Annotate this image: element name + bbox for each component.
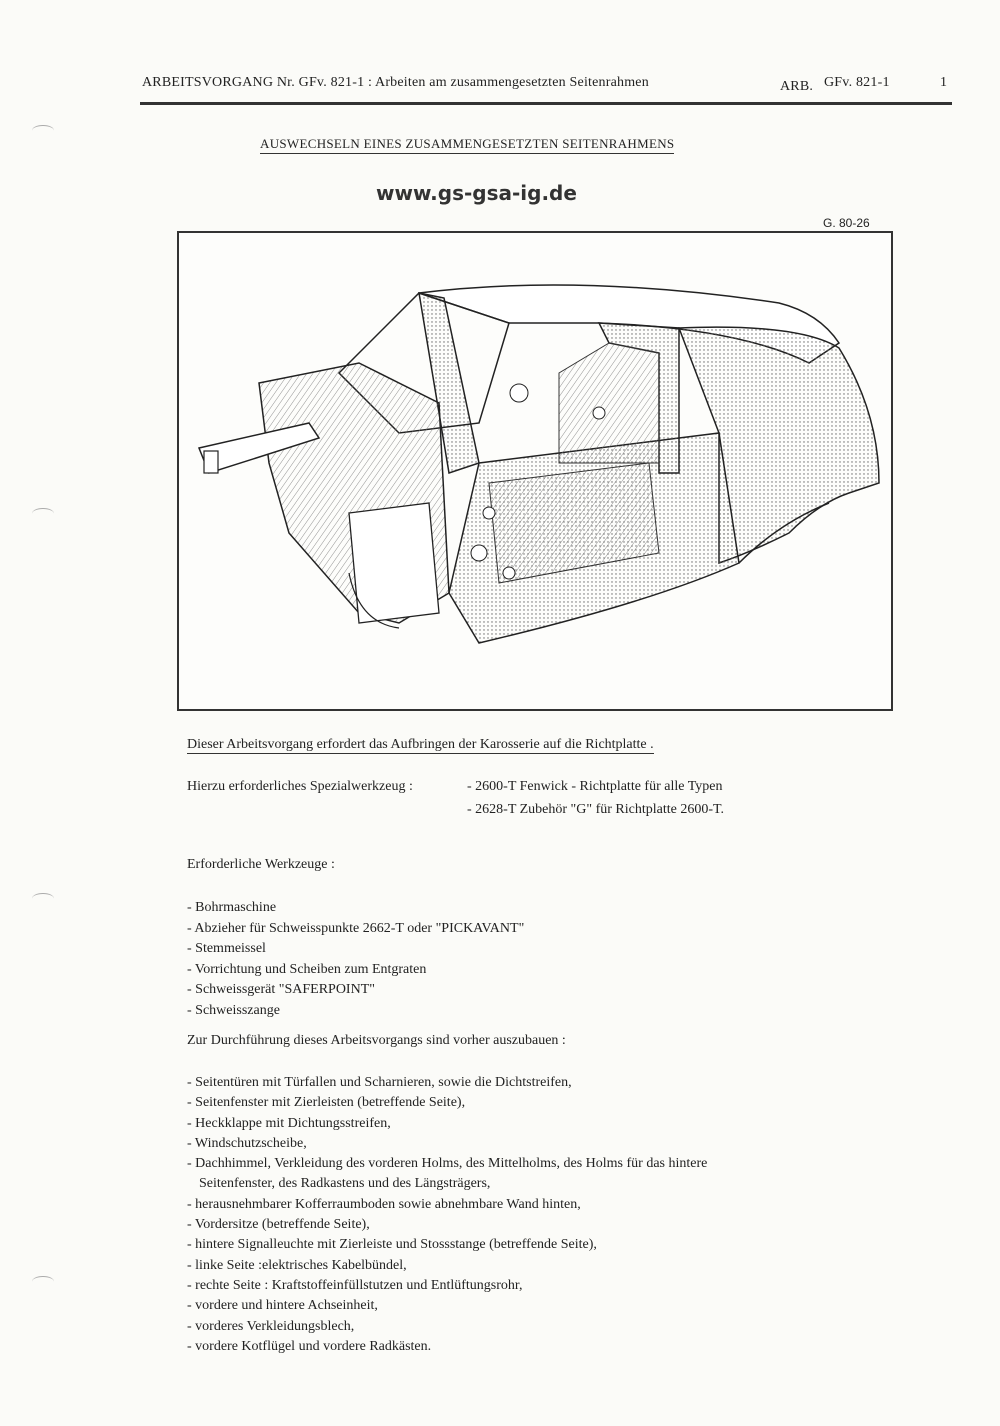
- car-body-drawing: [179, 233, 891, 709]
- list-item: - vordere Kotflügel und vordere Radkästen.: [187, 1338, 432, 1354]
- list-item: - herausnehmbarer Kofferraumboden sowie abnehmbare Wand hinten,: [187, 1196, 581, 1212]
- list-item: - Vordersitze (betreffende Seite),: [187, 1217, 370, 1233]
- requirement-note: Dieser Arbeitsvorgang erfordert das Aufbringen der Karosserie auf die Richtplatte .: [187, 737, 654, 752]
- list-item: - vordere und hintere Achseinheit,: [187, 1298, 378, 1314]
- list-item: - linke Seite :elektrisches Kabelbündel,: [187, 1257, 407, 1273]
- list-item-continuation: [187, 1174, 847, 1194]
- list-item: - Heckklappe mit Dichtungsstreifen,: [187, 1115, 391, 1131]
- watermark-url: www.gs-gsa-ig.de: [376, 181, 577, 205]
- page-header: [142, 75, 952, 97]
- header-arb-label: ARB.: [780, 79, 814, 94]
- list-item: - Windschutzscheibe,: [187, 1135, 307, 1151]
- header-operation-title: ARBEITSVORGANG Nr. GFv. 821-1 : Arbeiten am zusammengesetzten Seitenrahmen: [142, 75, 649, 90]
- special-tools-line-1: [187, 779, 723, 795]
- car-body-illustration: [177, 231, 893, 711]
- tools-list: [187, 898, 524, 1021]
- list-item: - Vorrichtung und Scheiben zum Entgraten: [187, 961, 427, 977]
- special-tool-2: - 2628-T Zubehör "G" für Richtplatte 2600-T.: [467, 802, 725, 817]
- header-operation-code: GFv. 821-1: [824, 75, 890, 90]
- page-number: 1: [940, 75, 948, 90]
- list-item: - Seitenfenster mit Zierleisten (betreffende Seite),: [187, 1095, 466, 1111]
- list-item: - Seitentüren mit Türfallen und Scharnieren, sowie die Dichtstreifen,: [187, 1075, 572, 1090]
- removal-heading: Zur Durchführung dieses Arbeitsvorgangs sind vorher auszubauen :: [187, 1033, 566, 1048]
- list-item-continuation-text: Seitenfenster, des Radkastens und des Längsträgers,: [199, 1176, 491, 1192]
- list-item: - Abzieher für Schweisspunkte 2662-T oder "PICKAVANT": [187, 920, 525, 936]
- punch-hole-mark: [32, 508, 54, 519]
- list-item: - vorderes Verkleidungsblech,: [187, 1318, 355, 1334]
- punch-hole-mark: [32, 1276, 54, 1287]
- punch-hole-mark: [32, 125, 54, 136]
- list-item: - Schweissgerät "SAFERPOINT": [187, 982, 375, 997]
- list-item: - hintere Signalleuchte mit Zierleiste und Stossstange (betreffende Seite),: [187, 1237, 597, 1253]
- list-item: - Schweisszange: [187, 1002, 280, 1018]
- removal-list: [187, 1073, 847, 1357]
- list-item: - rechte Seite : Kraftstoffeinfüllstutzen und Entlüftungsrohr,: [187, 1277, 523, 1293]
- section-title: AUSWECHSELN EINES ZUSAMMENGESETZTEN SEITENRAHMENS: [260, 136, 674, 154]
- list-item: - Stemmeissel: [187, 941, 266, 956]
- figure-reference: G. 80-26: [823, 216, 870, 230]
- tools-heading: Erforderliche Werkzeuge :: [187, 857, 335, 872]
- list-item: - Bohrmaschine: [187, 900, 277, 915]
- list-item: - Dachhimmel, Verkleidung des vorderen Holms, des Mittelholms, des Holms für das hintere: [187, 1156, 708, 1172]
- header-divider: [140, 102, 952, 105]
- special-tool-1: - 2600-T Fenwick - Richtplatte für alle Typen: [467, 779, 723, 794]
- punch-hole-mark: [32, 893, 54, 904]
- special-tools-label: Hierzu erforderliches Spezialwerkzeug :: [187, 779, 413, 794]
